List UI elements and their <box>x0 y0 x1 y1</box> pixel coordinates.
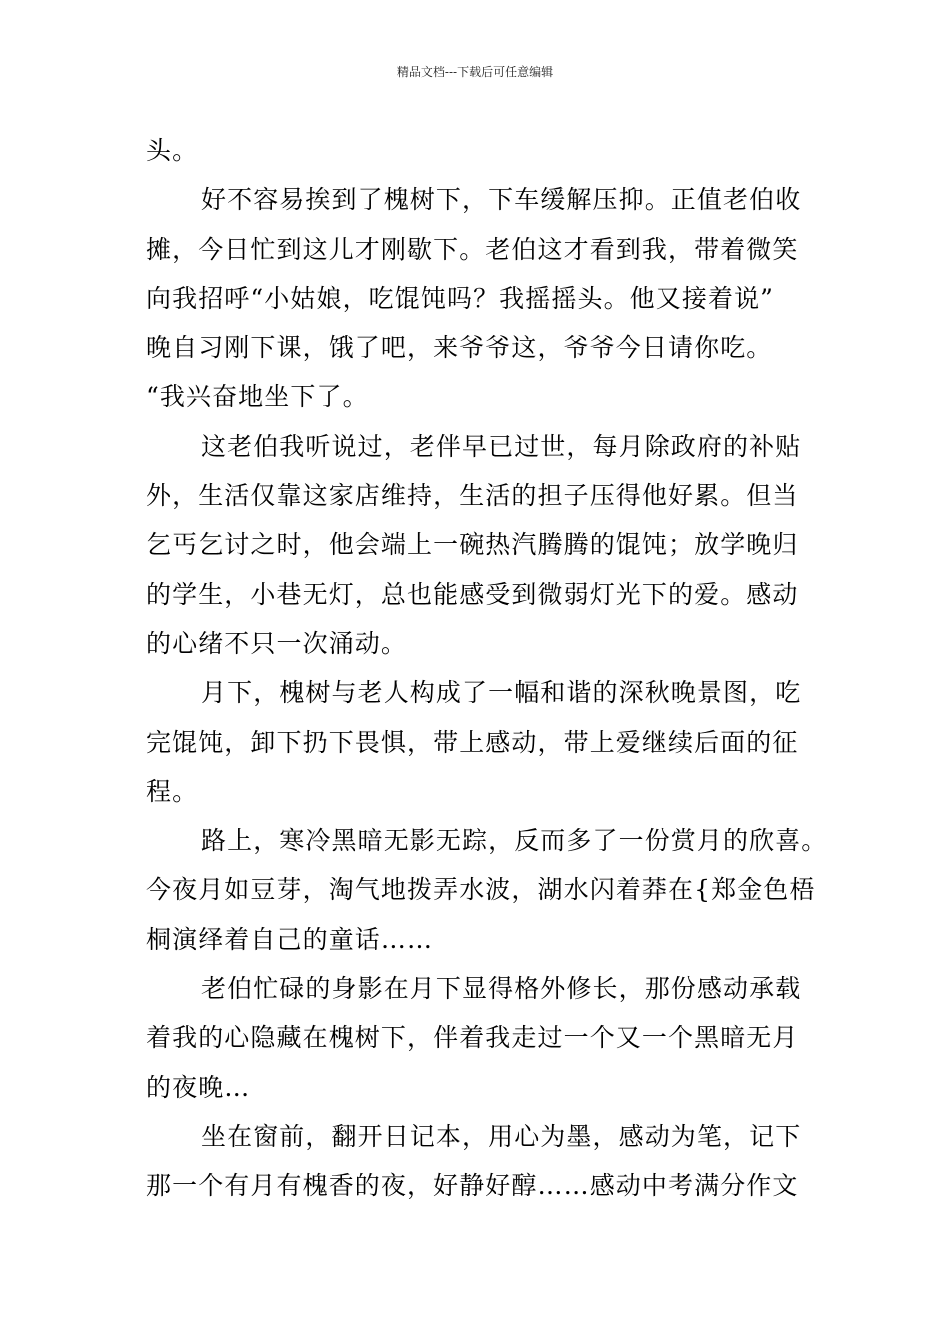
text-line: 头。 <box>146 136 199 165</box>
text-line: 老伯忙碌的身影在月下显得格外修长，那份感动承载 <box>201 974 802 1004</box>
text-line: 着我的心隐藏在槐树下，伴着我走过一个又一个黑暗无月 <box>146 1023 799 1053</box>
text-line: 程。 <box>146 776 199 806</box>
paragraph-4 <box>146 668 822 816</box>
paragraph-5 <box>146 816 828 964</box>
text-line: 那一个有月有槐香的夜，好静好醇……感动中考满分作文 <box>146 1171 799 1201</box>
text-line: 的心绪不只一次涌动。 <box>146 628 408 658</box>
text-line: 完馄饨，卸下扔下畏惧，带上感动，带上爱继续后面的征 <box>146 727 799 757</box>
text-line: 路上，寒冷黑暗无影无踪，反而多了一份赏月的欣喜。 <box>201 826 828 856</box>
text-line: 月下，槐树与老人构成了一幅和谐的深秋晚景图，吃 <box>201 678 802 708</box>
paragraph-2 <box>146 175 822 421</box>
text-line: 这老伯我听说过，老伴早已过世，每月除政府的补贴 <box>201 431 802 461</box>
text-line: 桐演绎着自己的童话…… <box>146 924 434 954</box>
text-line: 晚自习刚下课，饿了吧，来爷爷这，爷爷今日请你吃。 <box>146 333 773 363</box>
text-line: 的夜晚… <box>146 1072 251 1102</box>
paragraph-7 <box>146 1112 822 1211</box>
text-line: 今夜月如豆芽，淘气地拨弄水波，湖水闪着莽在{郑金色梧 <box>146 875 816 905</box>
text-line: 乞丐乞讨之时，他会端上一碗热汽腾腾的馄饨；放学晚归 <box>146 530 799 560</box>
page-header: 精品文档---下载后可任意编辑 <box>396 65 554 79</box>
paragraph-1 <box>146 126 822 175</box>
paragraph-3 <box>146 422 822 668</box>
document-body <box>146 126 828 1211</box>
text-line: 摊，今日忙到这儿才刚歇下。老伯这才看到我，带着微笑 <box>146 234 799 264</box>
text-line: “我兴奋地坐下了。 <box>146 382 369 412</box>
paragraph-6 <box>146 964 822 1112</box>
text-line: 外，生活仅靠这家店维持，生活的担子压得他好累。但当 <box>146 481 799 511</box>
text-line: 的学生，小巷无灯，总也能感受到微弱灯光下的爱。感动 <box>146 579 799 609</box>
text-line: 坐在窗前，翻开日记本，用心为墨，感动为笔，记下 <box>201 1121 802 1151</box>
text-line: 好不容易挨到了槐树下，下车缓解压抑。正值老伯收 <box>201 185 802 215</box>
text-line: 向我招呼“小姑娘，吃馄饨吗？我摇摇头。他又接着说” <box>146 283 775 313</box>
